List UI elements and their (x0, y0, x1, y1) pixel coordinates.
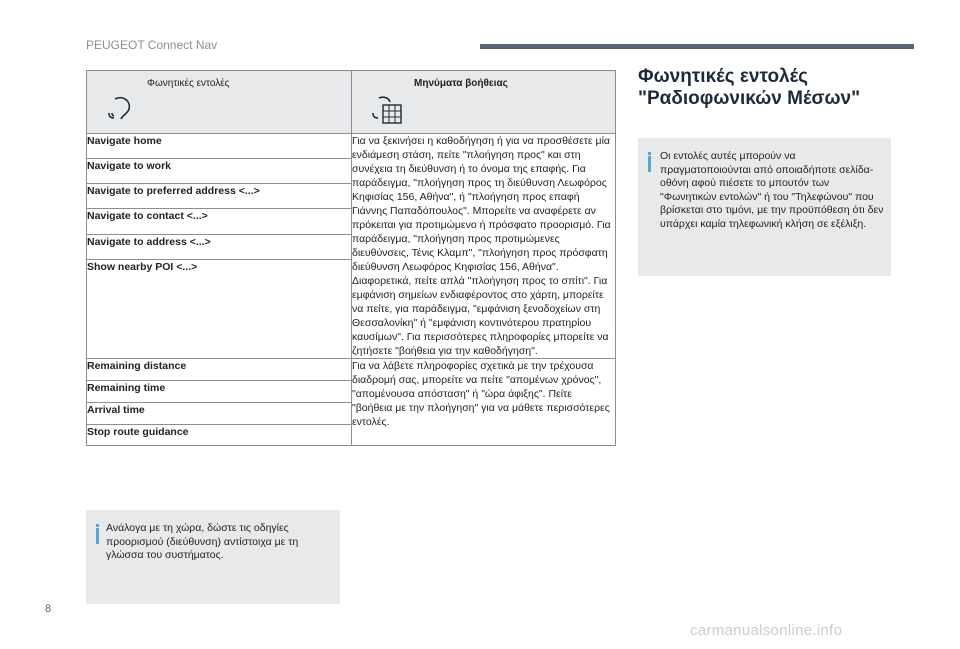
table-row (87, 359, 616, 381)
info-icon (96, 528, 99, 544)
section-title: Φωνητικές εντολές "Ραδιοφωνικών Μέσων" (638, 66, 861, 109)
table-row (87, 134, 616, 159)
watermark: carmanualsonline.info (690, 622, 843, 639)
country-note-text: Ανάλογα με τη χώρα, δώστε τις οδηγίες προορισμού (διεύθυνση) αντίστοιχα με τη γλώσσα του συστήματος. (106, 522, 299, 561)
help-text-navigation: Για να ξεκινήσει η καθοδήγηση ή για να προσθέσετε μία ενδιάμεση στάση, πείτε "πλοήγηση προς" και στη συνέχεια τη διεύθυνση ή το όνομα της επαφής. Για παράδειγμα, "πλοήγηση προς τη διεύθυνση Λεωφόρος Κηφισίας 156, Αθήνα", ή "πλοήγηση προς επαφή Γιάννης Παπαδόπουλος". Μπορείτε να αναφέρετε αν πρόκειται για προτιμώμενο ή πρόσφατο προορισμό. Για παράδειγμα, "πλοήγηση προς προτιμώμενες διευθύνσεις, Τένις Κλαμπ", "πλοήγηση προς πρόσφατη διεύθυνση Λεωφόρος Κηφισίας 156, Αθήνα". Διαφορετικά, πείτε απλά "πλοήγηση προς το σπίτι". Για εμφάνιση σημείων ενδιαφέροντος στο χάρτη, μπορείτε να πείτε, για παράδειγμα, "εμφάνιση ξενοδοχείων στη Θεσσαλονίκη" ή "εμφάνιση κοντινότερου πρατηρίου καυσίμων". Για περισσότερες πληροφορίες μπορείτε να ζητήσετε "βοήθεια για την καθοδήγηση". (352, 134, 616, 359)
command-stop-guidance: Stop route guidance (87, 425, 352, 446)
table-header-voice-commands (87, 71, 352, 134)
command-navigate-preferred: Navigate to preferred address <...> (87, 184, 352, 209)
command-remaining-distance: Remaining distance (87, 359, 352, 381)
command-show-poi: Show nearby POI <...> (87, 259, 352, 358)
table-header-voice-label: Φωνητικές εντολές (147, 78, 230, 89)
table-header-help-label: Μηνύματα βοήθειας (414, 78, 508, 89)
media-note-text: Οι εντολές αυτές μπορούν να πραγματοποιούνται από οποιαδήποτε σελίδα-οθόνη αφού πιέσετε το μπουτόν των "Φωνητικών εντολών" ή του "Τηλεφώνου" που βρίσκεται στο τιμόνι, με την προϋπόθεση ότι δεν υπάρχει καμία τηλεφωνική κλήση σε εξέλιξη. (660, 150, 884, 230)
voice-command-icon (105, 93, 135, 123)
command-navigate-address: Navigate to address <...> (87, 234, 352, 259)
country-note-box (86, 510, 340, 604)
command-navigate-home: Navigate home (87, 134, 352, 159)
command-remaining-time: Remaining time (87, 381, 352, 403)
document-header-title: PEUGEOT Connect Nav (86, 38, 218, 52)
help-text-route-info: Για να λάβετε πληροφορίες σχετικά με την τρέχουσα διαδρομή σας, μπορείτε να πείτε "απομένων χρόνος", "απομένουσα απόσταση" ή "ώρα άφιξης". Πείτε "βοήθεια με την πλοήγηση" για να μάθετε περισσότερες εντολές. (352, 359, 616, 446)
command-navigate-work: Navigate to work (87, 159, 352, 184)
command-navigate-contact: Navigate to contact <...> (87, 209, 352, 234)
table-header-help-messages (352, 71, 616, 134)
help-message-icon (370, 93, 404, 127)
media-note-box (638, 138, 891, 276)
page-number: 8 (45, 603, 52, 615)
header-rule (480, 44, 914, 49)
command-arrival-time: Arrival time (87, 403, 352, 425)
info-icon (648, 156, 651, 172)
voice-commands-table (86, 70, 616, 446)
